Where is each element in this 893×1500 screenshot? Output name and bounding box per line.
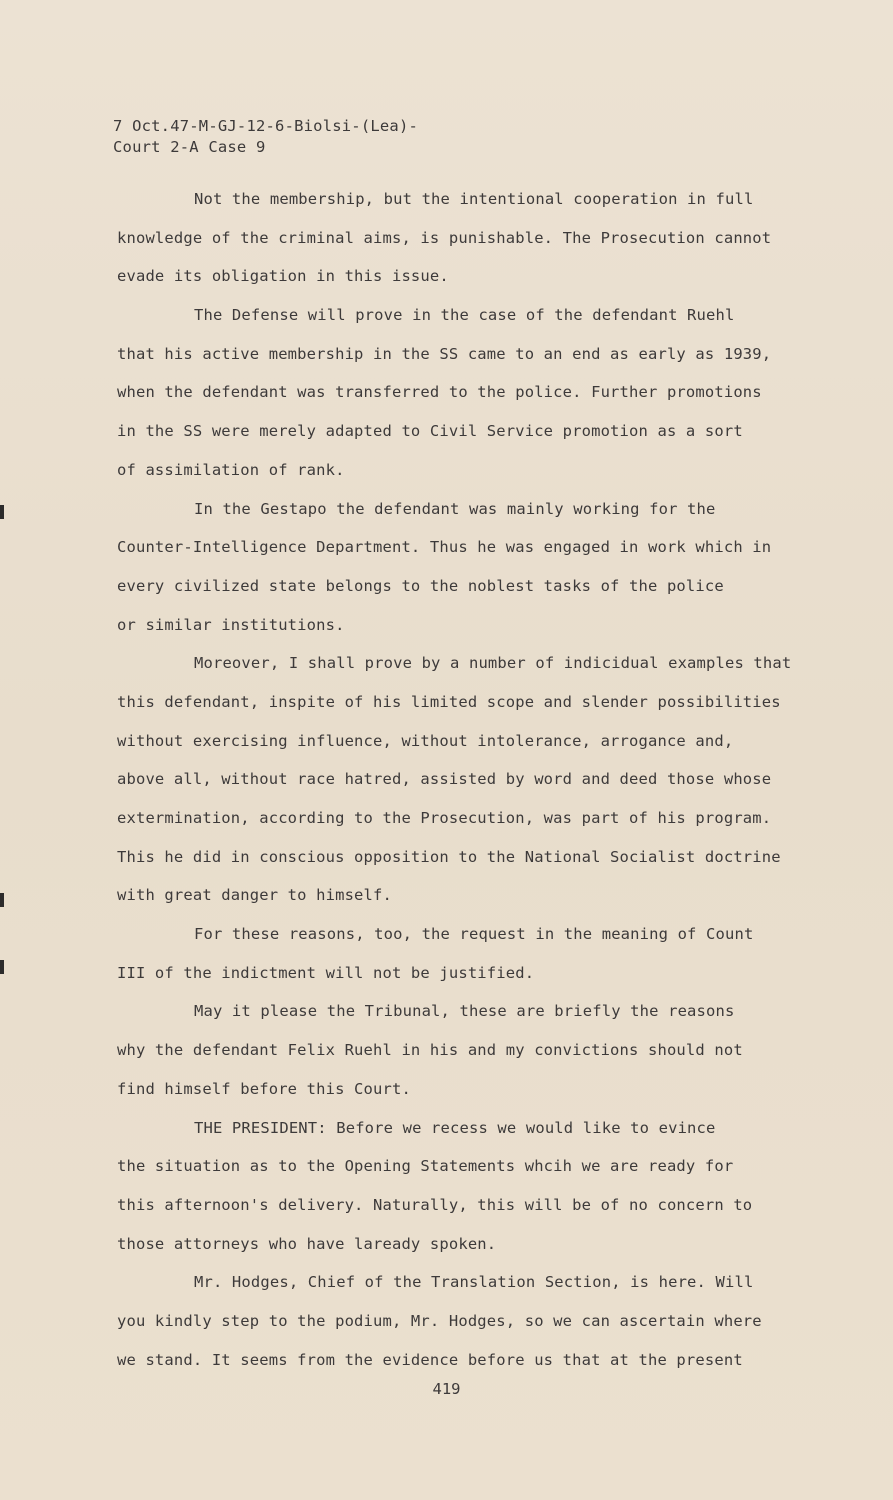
text-line: find himself before this Court. <box>117 1079 411 1098</box>
binding-mark <box>0 960 4 974</box>
text-line: when the defendant was transferred to the police. Further promotions <box>117 383 762 402</box>
text-line: or similar institutions. <box>117 615 345 634</box>
text-line: III of the indictment will not be justified. <box>117 963 535 982</box>
text-line: For these reasons, too, the request in the meaning of Count <box>194 925 754 944</box>
text-line: above all, without race hatred, assisted by word and deed those whose <box>117 770 772 789</box>
header-court-case: Court 2-A Case 9 <box>113 138 266 156</box>
text-line: why the defendant Felix Ruehl in his and my convictions should not <box>117 1041 743 1060</box>
text-line: of assimilation of rank. <box>117 460 345 479</box>
binding-mark <box>0 505 4 519</box>
text-line: those attorneys who have laready spoken. <box>117 1234 497 1253</box>
text-line: Moreover, I shall prove by a number of indicidual examples that <box>194 654 792 673</box>
text-line: THE PRESIDENT: Before we recess we would like to evince <box>194 1118 716 1137</box>
text-line: Not the membership, but the intentional cooperation in full <box>194 190 754 208</box>
document-body <box>117 180 817 1379</box>
text-line: you kindly step to the podium, Mr. Hodges, so we can ascertain where <box>117 1311 762 1330</box>
page-number: 419 <box>432 1380 461 1398</box>
text-line: The Defense will prove in the case of the defendant Ruehl <box>194 306 735 325</box>
text-line: evade its obligation in this issue. <box>117 267 449 286</box>
text-line: with great danger to himself. <box>117 886 392 905</box>
text-line: every civilized state belongs to the noblest tasks of the police <box>117 576 724 595</box>
text-line: Mr. Hodges, Chief of the Translation Section, is here. Will <box>194 1273 754 1292</box>
binding-mark <box>0 893 4 907</box>
header-reference: 7 Oct.47-M-GJ-12-6-Biolsi-(Lea)- <box>113 117 419 135</box>
text-line: without exercising influence, without intolerance, arrogance and, <box>117 731 734 750</box>
text-line: Counter-Intelligence Department. Thus he was engaged in work which in <box>117 538 772 557</box>
text-line: we stand. It seems from the evidence before us that at the present <box>117 1350 743 1369</box>
text-line: this defendant, inspite of his limited scope and slender possibilities <box>117 692 781 711</box>
text-line: May it please the Tribunal, these are briefly the reasons <box>194 1002 735 1021</box>
text-line: In the Gestapo the defendant was mainly working for the <box>194 499 716 518</box>
text-line: in the SS were merely adapted to Civil Service promotion as a sort <box>117 422 743 441</box>
document-header <box>113 116 418 158</box>
text-line: extermination, according to the Prosecution, was part of his program. <box>117 809 772 827</box>
text-line: knowledge of the criminal aims, is punishable. The Prosecution cannot <box>117 228 772 247</box>
text-line: that his active membership in the SS came to an end as early as 1939, <box>117 344 772 363</box>
text-line: the situation as to the Opening Statements whcih we are ready for <box>117 1157 734 1176</box>
text-line: this afternoon's delivery. Naturally, this will be of no concern to <box>117 1195 753 1214</box>
text-line: This he did in conscious opposition to the National Socialist doctrine <box>117 847 781 866</box>
